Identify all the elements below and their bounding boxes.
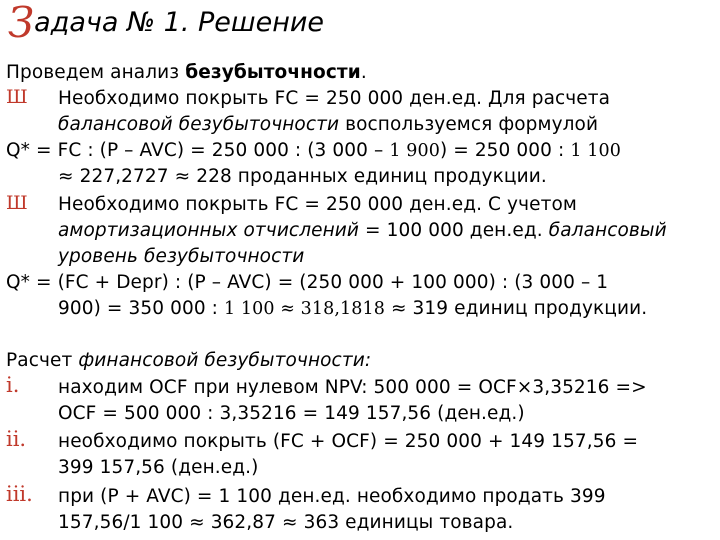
text-line: Необходимо покрыть FC = 250 000 ден.ед. Для расчета xyxy=(58,88,611,109)
text-line: 399 157,56 (ден.ед.) xyxy=(58,457,259,478)
text-line: Необходимо покрыть FC = 250 000 ден.ед. С учетом xyxy=(58,194,577,215)
text-line: необходимо покрыть (FC + OCF) = 250 000 + 149 157,56 = xyxy=(58,431,639,452)
text-line: уровень безубыточности xyxy=(58,246,305,267)
title-initial: З xyxy=(8,0,35,47)
slide-title xyxy=(8,0,325,47)
text-line: OCF = 500 000 : 3,35216 = 149 157,56 (ден.ед.) xyxy=(58,403,525,424)
text-line: при (P + AVC) = 1 100 ден.ед. необходимо продать 399 xyxy=(58,486,606,507)
intro-line: Проведем анализ безубыточности. xyxy=(6,62,367,83)
bullet-marker: iii. xyxy=(6,482,33,506)
title-text: адача № 1. Решение xyxy=(34,7,325,38)
bullet-marker: i. xyxy=(6,373,20,397)
bullet-marker: Ш xyxy=(6,192,28,214)
bullet-marker: ii. xyxy=(6,427,27,451)
formula-line: Q* = (FC + Depr) : (P – AVC) = (250 000 + 100 000) : (3 000 – 1 xyxy=(6,272,609,293)
text-line: амортизационных отчислений = 100 000 ден.ед. балансовый xyxy=(58,220,667,241)
text-line: балансовой безубыточности воспользуемся формулой xyxy=(58,114,599,135)
formula-line: Q* = FC : (P – AVC) = 250 000 : (3 000 – 1 900) = 250 000 : 1 100 xyxy=(6,140,621,161)
text-line: 157,56/1 100 ≈ 362,87 ≈ 363 единицы товара. xyxy=(58,512,514,533)
text-line: 900) = 350 000 : 1 100 ≈ 318,1818 ≈ 319 единиц продукции. xyxy=(58,298,648,319)
text-line: находим OCF при нулевом NPV: 500 000 = OCF×3,35216 => xyxy=(58,377,647,398)
section-heading: Расчет финансовой безубыточности: xyxy=(6,350,372,371)
bullet-marker: Ш xyxy=(6,86,28,108)
text-line: ≈ 227,2727 ≈ 228 проданных единиц продукции. xyxy=(58,166,547,187)
